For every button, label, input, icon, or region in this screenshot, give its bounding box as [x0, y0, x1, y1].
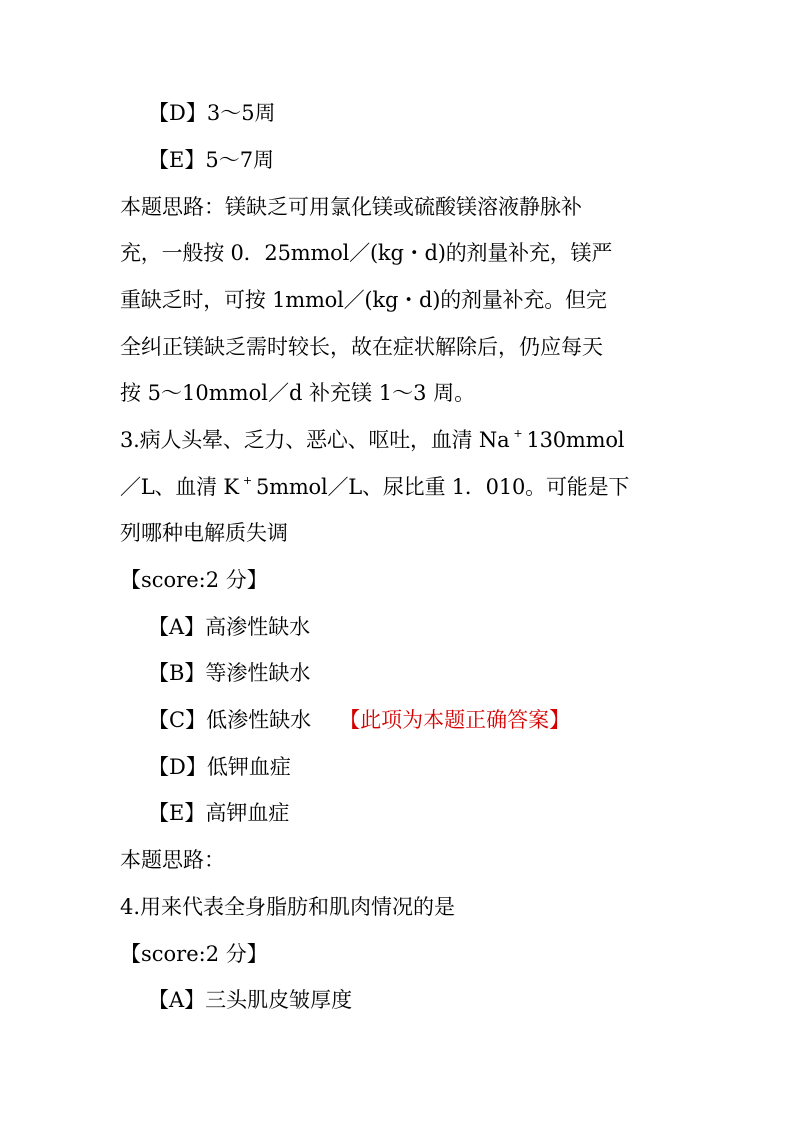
question-stem-text: ／L、血清 K — [120, 475, 239, 499]
explanation-line: 充，一般按 0．25mmol／(kg・d)的剂量补充，镁严 — [120, 241, 613, 265]
option-c-label: 【C】低渗性缺水 — [148, 708, 312, 732]
explanation-line: 按 5～10mmol／d 补充镁 1～3 周。 — [120, 381, 476, 405]
option-b: 【B】等渗性缺水 — [148, 661, 311, 685]
question-stem: 4.用来代表全身脂肪和肌肉情况的是 — [120, 895, 456, 919]
question-stem-line — [120, 425, 680, 455]
option-e: 【E】5～7周 — [148, 148, 275, 172]
explanation-label: 本题思路： — [120, 848, 225, 872]
score-label: 【score:2 分】 — [120, 568, 268, 592]
option-e: 【E】高钾血症 — [148, 801, 290, 825]
question-stem-text: 130mmol — [526, 428, 625, 452]
option-a: 【A】三头肌皮皱厚度 — [148, 988, 353, 1012]
option-d: 【D】3～5周 — [148, 101, 276, 125]
option-c — [148, 705, 708, 735]
explanation-line: 本题思路：镁缺乏可用氯化镁或硫酸镁溶液静脉补 — [120, 195, 582, 219]
question-stem-line: 列哪种电解质失调 — [120, 521, 288, 545]
question-stem-text: 5mmol／L、尿比重 1．010。可能是下 — [255, 475, 630, 499]
superscript-plus: + — [242, 474, 252, 487]
superscript-plus: + — [513, 427, 523, 440]
question-stem-line — [120, 472, 680, 502]
explanation-line: 全纠正镁缺乏需时较长，故在症状解除后，仍应每天 — [120, 335, 603, 359]
question-stem-text: 3.病人头晕、乏力、恶心、呕吐，血清 Na — [120, 428, 510, 452]
correct-answer-tag: 【此项为本题正确答案】 — [339, 708, 571, 732]
option-a: 【A】高渗性缺水 — [148, 615, 311, 639]
explanation-line: 重缺乏时，可按 1mmol／(kg・d)的剂量补充。但完 — [120, 288, 607, 312]
score-label: 【score:2 分】 — [120, 942, 268, 966]
option-d: 【D】低钾血症 — [148, 755, 291, 779]
